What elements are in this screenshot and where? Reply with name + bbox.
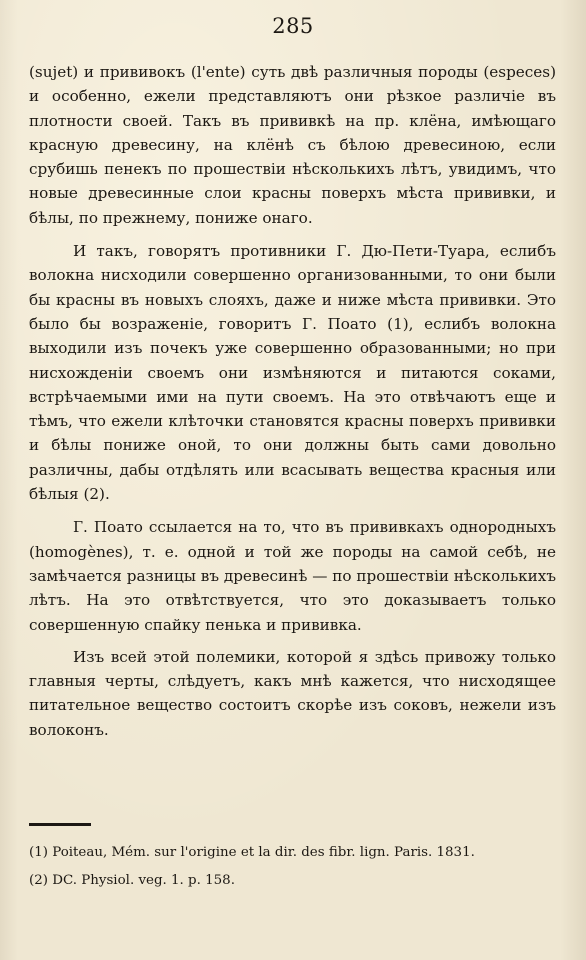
footnote: (2) DC. Physiol. veg. 1. p. 158. xyxy=(29,873,235,888)
paragraph: Г. Поато ссылается на то, что въ прививкахъ однородныхъ (homogènes), т. е. одной и той же породы на самой себѣ, не замѣчается разницы въ древесинѣ — по прошествіи нѣсколькихъ лѣтъ. На это отвѣтствуется, что это доказываетъ только совершенную спайку пенька и прививка. xyxy=(29,518,556,634)
footnote: (1) Poiteau, Mém. sur l'origine et la dir. des fibr. lign. Paris. 1831. xyxy=(29,845,475,860)
footnote-divider xyxy=(29,823,91,826)
paragraph: И такъ, говорятъ противники Г. Дю-Пети-Туара, еслибъ волокна нисходили совершенно организованными, то они были бы красны въ новыхъ слояхъ, даже и ниже мѣста прививки. Это было бы возраженіе, говоритъ Г. Поато (1), еслибъ волокна выходили изъ почекъ уже совершенно образованными; но при нисхожденіи своемъ они измѣняются и питаются соками, встрѣчаемыми ими на пути своемъ. На это отвѣчаютъ еще и тѣмъ, что ежели клѣточки становятся красны поверхъ прививки и бѣлы пониже оной, то они должны быть сами довольно различны, дабы отдѣлять или всасывать вещества красныя или бѣлыя (2). xyxy=(29,242,556,504)
footnotes xyxy=(29,842,556,898)
paragraph: Изъ всей этой полемики, которой я здѣсь привожу только главныя черты, слѣдуетъ, какъ мнѣ кажется, что нисходящее питательное вещество состоитъ скорѣе изъ соковъ, нежели изъ волоконъ. xyxy=(29,647,556,739)
paragraph-continued: (sujet) и прививокъ (l'ente) суть двѣ различныя породы (especes) и особенно, ежели представляютъ они рѣзкое различіе въ плотности своей. Такъ въ прививкѣ на пр. клёна, имѣющаго красную древесину, на клёнѣ съ бѣлою древесиною, если срубишь пенекъ по прошествіи нѣсколькихъ лѣтъ, увидимъ, что новые древесинные слои красны поверхъ мѣста прививки, и бѣлы, по прежнему, пониже онаго. xyxy=(29,63,556,227)
page-number: 285 xyxy=(272,14,314,38)
body-text xyxy=(29,60,556,742)
